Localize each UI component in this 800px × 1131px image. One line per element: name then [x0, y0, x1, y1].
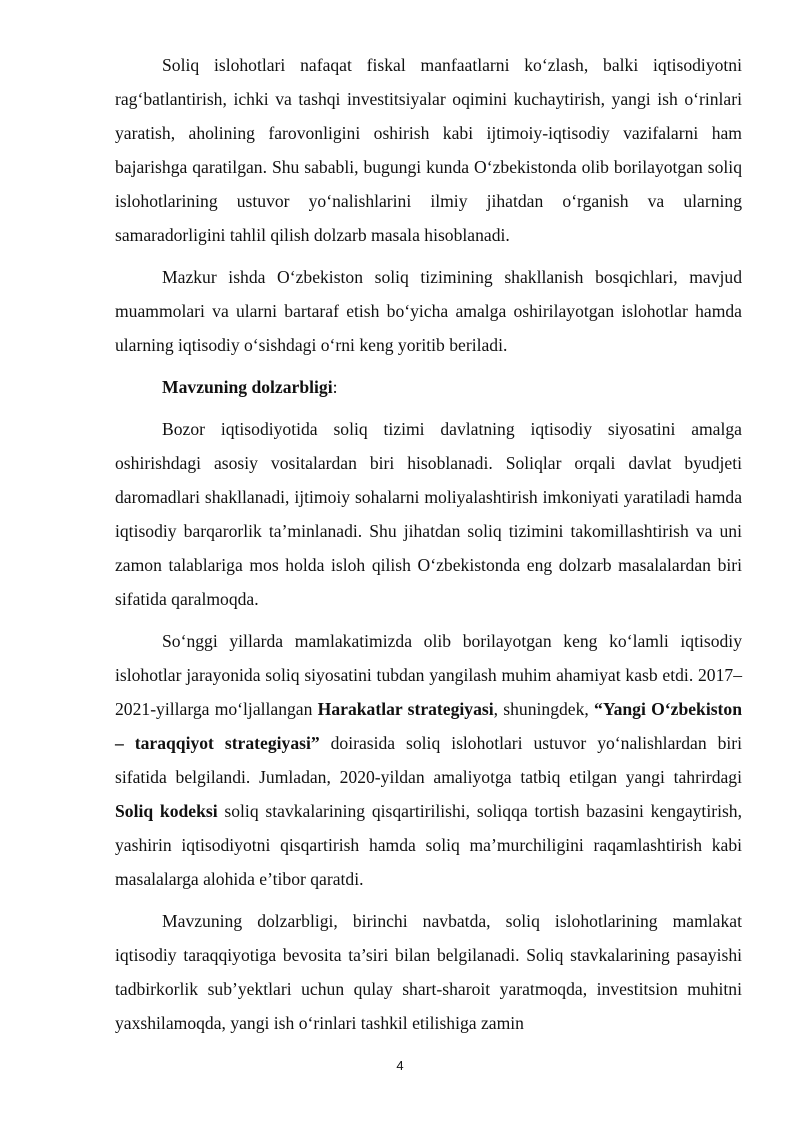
paragraph-4-part-e: doirasida soliq islohotlari ustuvor yo‘nalishlardan biri sifatida belgilandi. Jumladan, 2020-yildan amaliyotga tatbiq etilgan yangi tahrirdagi: [115, 733, 743, 787]
paragraph-4-part-c: , shuningdek,: [493, 699, 595, 719]
document-page: [115, 48, 742, 1048]
section-heading-colon: :: [332, 377, 338, 397]
yangi-ozbekiston-strategiyasi-term: “Yangi O‘zbekiston – taraqqiyot strategiyasi”: [115, 699, 742, 753]
paragraph-3: Bozor iqtisodiyotida soliq tizimi davlatning iqtisodiy siyosatini amalga oshirishdagi asosiy vositalardan biri hisoblanadi. Soliqlar orqali davlat byudjeti daromadlari shakllanadi, ijtimoiy sohalarni moliyalashtirish imkoniyati yaratiladi hamda iqtisodiy barqarorlik ta’minlanadi. Shu jihatdan soliq tizimini takomillashtirish va uni zamon talablariga mos holda isloh qilish O‘zbekistonda eng dolzarb masalalardan biri sifatida qaralmoqda.: [115, 419, 742, 609]
section-heading-text: Mavzuning dolzarbligi: [162, 377, 333, 397]
paragraph-1: Soliq islohotlari nafaqat fiskal manfaatlarni ko‘zlash, balki iqtisodiyotni rag‘batlantirish, ichki va tashqi investitsiyalar oqimini kuchaytirish, yangi ish o‘rinlari yaratish, aholining farovonligini oshirish kabi ijtimoiy-iqtisodiy vazifalarni ham bajarishga qaratilgan. Shu sababli, bugungi kunda O‘zbekistonda olib borilayotgan soliq islohotlarining ustuvor yo‘nalishlarini ilmiy jihatdan o‘rganish va ularning samaradorligini tahlil qilish dolzarb masala hisoblanadi.: [115, 55, 742, 245]
paragraph-2: Mazkur ishda O‘zbekiston soliq tizimining shakllanish bosqichlari, mavjud muammolari va ularni bartaraf etish bo‘yicha amalga oshirilayotgan islohotlar hamda ularning iqtisodiy o‘sishdagi o‘rni keng yoritib beriladi.: [115, 267, 742, 355]
paragraph-4: [115, 624, 742, 896]
section-heading: [115, 370, 742, 404]
page-number: 4: [396, 1058, 404, 1073]
harakatlar-strategiyasi-term: Harakatlar strategiyasi: [317, 699, 494, 719]
paragraph-5: Mavzuning dolzarbligi, birinchi navbatda, soliq islohotlarining mamlakat iqtisodiy taraqqiyotiga bevosita ta’siri bilan belgilanadi. Soliq stavkalarining pasayishi tadbirkorlik sub’yektlari uchun qulay shart-sharoit yaratmoqda, investitsion muhitni yaxshilamoqda, yangi ish o‘rinlari tashkil etilishiga zamin: [115, 911, 742, 1033]
paragraph-4-part-a: So‘nggi yillarda mamlakatimizda olib borilayotgan keng ko‘lamli iqtisodiy islohotlar jarayonida soliq siyosatini tubdan yangilash muhim ahamiyat kasb etdi. 2017–2021-yillarga mo‘ljallangan: [115, 631, 742, 719]
paragraph-4-part-g: soliq stavkalarining qisqartirilishi, soliqqa tortish bazasini kengaytirish, yashirin iqtisodiyotni qisqartirish hamda soliq ma’murchiligini raqamlashtirish kabi masalalarga alohida e’tibor qaratdi.: [115, 801, 742, 889]
soliq-kodeksi-term: Soliq kodeksi: [115, 801, 218, 821]
